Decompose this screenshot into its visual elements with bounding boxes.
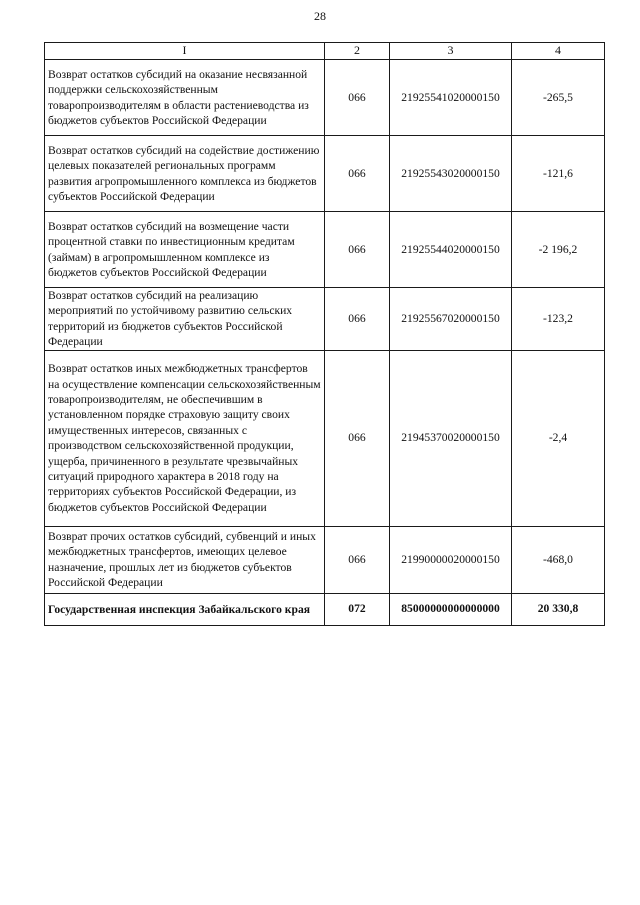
table-row	[45, 212, 605, 288]
row-amount: 20 330,8	[512, 593, 605, 625]
row-description: Возврат остатков субсидий на оказание несвязанной поддержки сельскохозяйственным товаропроизводителям в области растениеводства из бюджетов субъектов Российской Федерации	[45, 60, 325, 136]
row-code: 066	[325, 526, 390, 593]
row-amount: -121,6	[512, 136, 605, 212]
row-kbk: 21925567020000150	[390, 288, 512, 351]
table-row	[45, 350, 605, 526]
row-code: 072	[325, 593, 390, 625]
row-kbk: 21925544020000150	[390, 212, 512, 288]
row-description: Возврат остатков субсидий на содействие достижению целевых показателей региональных программ развития агропромышленного комплекса из бюджетов субъектов Российской Федерации	[45, 136, 325, 212]
row-description: Возврат прочих остатков субсидий, субвенций и иных межбюджетных трансфертов, имеющих целевое назначение, прошлых лет из бюджетов субъектов Российской Федерации	[45, 526, 325, 593]
row-kbk: 21925543020000150	[390, 136, 512, 212]
revenue-table	[44, 42, 605, 626]
row-code: 066	[325, 136, 390, 212]
table-row	[45, 60, 605, 136]
row-kbk: 21925541020000150	[390, 60, 512, 136]
column-header-kbk: 3	[390, 43, 512, 60]
row-amount: -2 196,2	[512, 212, 605, 288]
row-code: 066	[325, 350, 390, 526]
row-description: Возврат остатков субсидий на возмещение части процентной ставки по инвестиционным кредитам (займам) в агропромышленном комплексе из бюджетов субъектов Российской Федерации	[45, 212, 325, 288]
column-header-code: 2	[325, 43, 390, 60]
row-description: Возврат остатков субсидий на реализацию мероприятий по устойчивому развитию сельских территорий из бюджетов субъектов Российской Федерации	[45, 288, 325, 351]
table-row	[45, 136, 605, 212]
row-description: Возврат остатков иных межбюджетных трансфертов на осуществление компенсации сельскохозяйственным товаропроизводителям, не обеспечившим в установленном порядке страховую защиту своих имущественных интересов, связанных с производством сельскохозяйственной продукции, ущерба, причиненного в результате чрезвычайных ситуаций природного характера в 2018 году на территориях субъектов Российской Федерации, из бюджетов субъектов Российской Федерации	[45, 350, 325, 526]
row-amount: -2,4	[512, 350, 605, 526]
header-row	[45, 43, 605, 60]
table-row-total	[45, 593, 605, 625]
table-row	[45, 526, 605, 593]
row-amount: -265,5	[512, 60, 605, 136]
row-code: 066	[325, 60, 390, 136]
row-code: 066	[325, 212, 390, 288]
row-amount: -468,0	[512, 526, 605, 593]
column-header-amount: 4	[512, 43, 605, 60]
row-code: 066	[325, 288, 390, 351]
row-description: Государственная инспекция Забайкальского края	[45, 593, 325, 625]
table-row	[45, 288, 605, 351]
page-number: 28	[314, 9, 326, 23]
row-amount: -123,2	[512, 288, 605, 351]
column-header-description: I	[45, 43, 325, 60]
row-kbk: 21945370020000150	[390, 350, 512, 526]
row-kbk: 85000000000000000	[390, 593, 512, 625]
row-kbk: 21990000020000150	[390, 526, 512, 593]
